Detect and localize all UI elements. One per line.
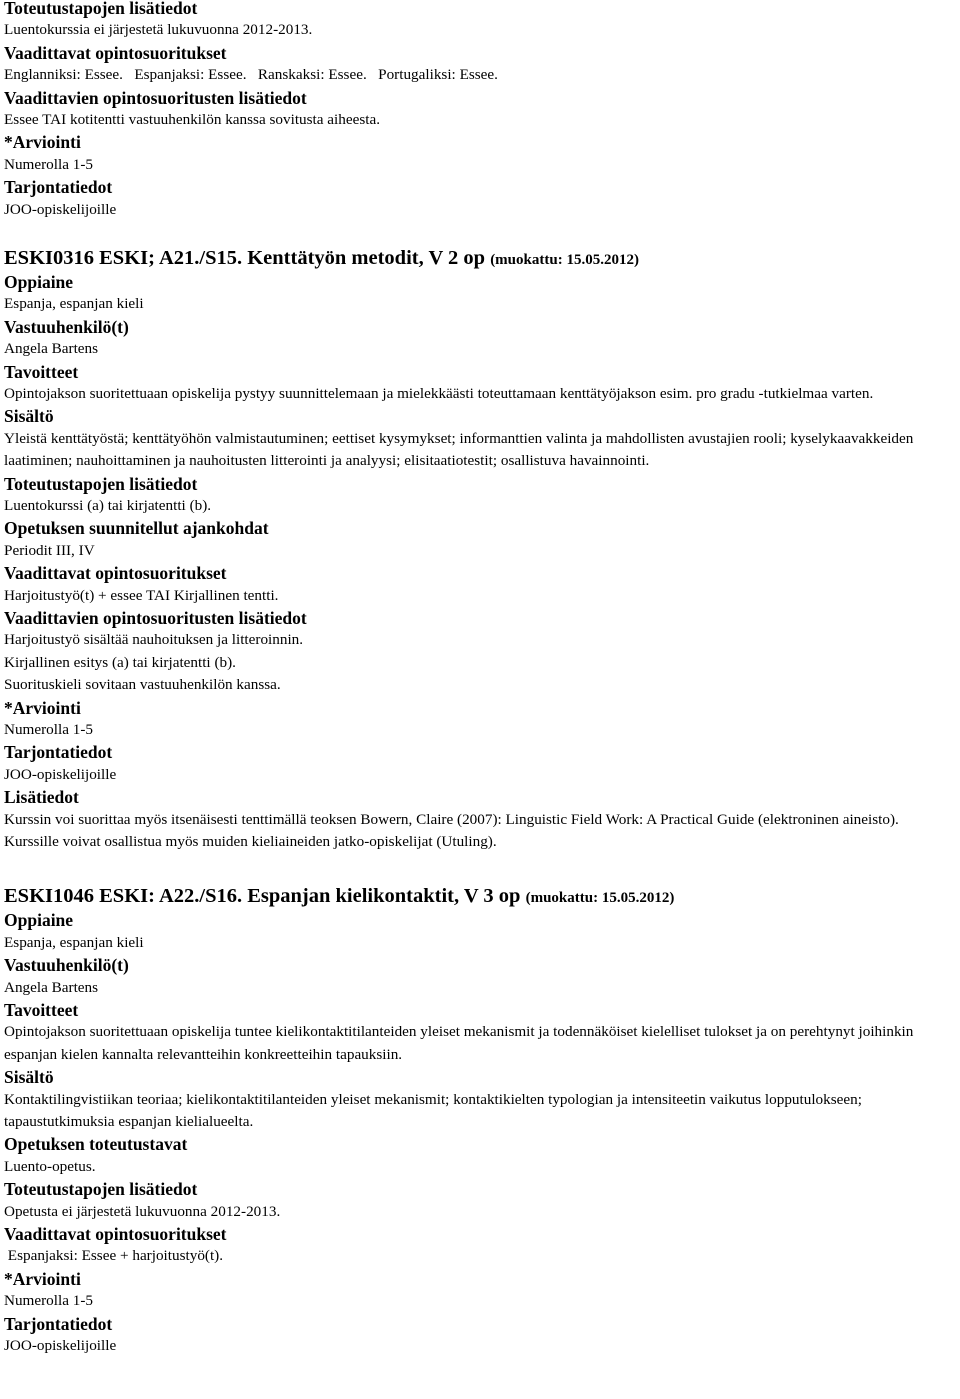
section-text: Opintojakson suoritettuaan opiskelija pystyy suunnittelemaan ja mielekkäästi toteuttamaan kenttätyöjakson esim. pro gradu -tutkielmaa varten. xyxy=(4,384,874,402)
section-heading-vaadittavat-opintosuoritukset: Vaadittavat opintosuoritukset xyxy=(4,42,227,63)
section-text: Numerolla 1-5 xyxy=(4,1292,93,1310)
section-heading-vastuuhenkilot: Vastuuhenkilö(t) xyxy=(4,955,129,976)
document-page xyxy=(4,0,956,1357)
section-text: Espanjaksi: Essee + harjoitustyö(t). xyxy=(4,1247,224,1265)
section-text: Angela Bartens xyxy=(4,978,99,996)
course-title-text: ESKI0316 ESKI; A21./S15. Kenttätyön metodit, V 2 op xyxy=(4,246,486,269)
section-text: Luentokurssi (a) tai kirjatentti (b). xyxy=(4,496,212,514)
section-heading-arviointi: *Arviointi xyxy=(4,1268,81,1289)
section-text: JOO-opiskelijoille xyxy=(4,765,117,783)
section-heading-sisalto: Sisältö xyxy=(4,1067,54,1088)
section-text: Luentokurssia ei järjestetä lukuvuonna 2012-2013. xyxy=(4,21,313,39)
section-text: Englanniksi: Essee. Espanjaksi: Essee. Ranskaksi: Essee. Portugaliksi: Essee. xyxy=(4,66,498,84)
section-heading-arviointi: *Arviointi xyxy=(4,132,81,153)
section-text: Numerolla 1-5 xyxy=(4,155,93,173)
section-text: Opetusta ei järjestetä lukuvuonna 2012-2013. xyxy=(4,1202,281,1220)
section-text: JOO-opiskelijoille xyxy=(4,200,117,218)
section-heading-vaadittavat-opintosuoritukset: Vaadittavat opintosuoritukset xyxy=(4,563,227,584)
section-text: Kurssin voi suorittaa myös itsenäisesti tenttimällä teoksen Bowern, Claire (2007): Linguistic Field Work: A Practical Guide (elektroninen aineisto). xyxy=(4,810,899,828)
section-heading-tavoitteet: Tavoitteet xyxy=(4,999,79,1020)
section-heading-oppiaine: Oppiaine xyxy=(4,910,74,931)
section-text: Kontaktilingvistiikan teoriaa; kielikontaktitilanteiden yleiset mekanismit; kontaktikielten typologian ja intensiteetin vaikutus lopputulokseen; tapaustutkimuksia espanjan kielialueelta. xyxy=(4,1090,862,1130)
section-text: Harjoitustyö(t) + essee TAI Kirjallinen tentti. xyxy=(4,586,279,604)
section-heading-oppiaine: Oppiaine xyxy=(4,271,74,292)
section-text: Numerolla 1-5 xyxy=(4,720,93,738)
section-heading-tarjontatiedot: Tarjontatiedot xyxy=(4,742,113,763)
section-heading-toteutustapojen-lisatiedot: Toteutustapojen lisätiedot xyxy=(4,1179,198,1200)
section-text: Espanja, espanjan kieli xyxy=(4,933,144,951)
modified-date: (muokattu: 15.05.2012) xyxy=(525,890,675,907)
section-heading-opetuksen-toteutustavat: Opetuksen toteutustavat xyxy=(4,1134,188,1155)
section-heading-vaadittavien-lisatiedot: Vaadittavien opintosuoritusten lisätiedot xyxy=(4,87,307,108)
section-text: Suorituskieli sovitaan vastuuhenkilön kanssa. xyxy=(4,676,281,694)
section-text: Luento-opetus. xyxy=(4,1157,96,1175)
section-text: Kirjallinen esitys (a) tai kirjatentti (b). xyxy=(4,653,236,671)
section-heading-toteutustapojen-lisatiedot: Toteutustapojen lisätiedot xyxy=(4,0,198,18)
section-heading-ajankohdat: Opetuksen suunnitellut ajankohdat xyxy=(4,518,269,539)
section-text: JOO-opiskelijoille xyxy=(4,1336,117,1354)
section-text: Harjoitustyö sisältää nauhoituksen ja litteroinnin. xyxy=(4,631,304,649)
section-heading-tavoitteet: Tavoitteet xyxy=(4,361,79,382)
course-title-text: ESKI1046 ESKI: A22./S16. Espanjan kielikontaktit, V 3 op xyxy=(4,885,521,908)
section-heading-vaadittavien-lisatiedot: Vaadittavien opintosuoritusten lisätiedot xyxy=(4,607,307,628)
course-title xyxy=(4,245,956,271)
section-heading-sisalto: Sisältö xyxy=(4,406,54,427)
section-heading-arviointi: *Arviointi xyxy=(4,697,81,718)
section-heading-tarjontatiedot: Tarjontatiedot xyxy=(4,177,113,198)
section-text: Opintojakson suoritettuaan opiskelija tuntee kielikontaktitilanteiden yleiset mekanismit ja todennäköiset kielelliset tulokset ja on perehtynyt joihinkin espanjan kielen kannalta relevantteihin konkreetteihin tapauksiin. xyxy=(4,1023,914,1063)
section-heading-toteutustapojen-lisatiedot: Toteutustapojen lisätiedot xyxy=(4,473,198,494)
course-title xyxy=(4,883,956,909)
modified-date: (muokattu: 15.05.2012) xyxy=(490,251,639,268)
section-text: Espanja, espanjan kieli xyxy=(4,295,144,313)
section-heading-lisatiedot: Lisätiedot xyxy=(4,787,79,808)
section-text: Kurssille voivat osallistua myös muiden kieliaineiden jatko-opiskelijat (Utuling). xyxy=(4,832,497,850)
section-text: Periodit III, IV xyxy=(4,541,95,559)
section-text: Essee TAI kotitentti vastuuhenkilön kanssa sovitusta aiheesta. xyxy=(4,110,381,128)
section-heading-vaadittavat-opintosuoritukset: Vaadittavat opintosuoritukset xyxy=(4,1223,227,1244)
section-text: Angela Bartens xyxy=(4,340,99,358)
section-heading-tarjontatiedot: Tarjontatiedot xyxy=(4,1313,113,1334)
section-heading-vastuuhenkilot: Vastuuhenkilö(t) xyxy=(4,316,129,337)
section-text: Yleistä kenttätyöstä; kenttätyöhön valmistautuminen; eettiset kysymykset; informanttien valinta ja mahdollisten avustajien rooli; kyselykaavakkeiden laatiminen; nauhoittaminen ja nauhoitusten litterointi ja analyysi; elisitaatiotestit; osallistuva havainnointi. xyxy=(4,429,914,470)
